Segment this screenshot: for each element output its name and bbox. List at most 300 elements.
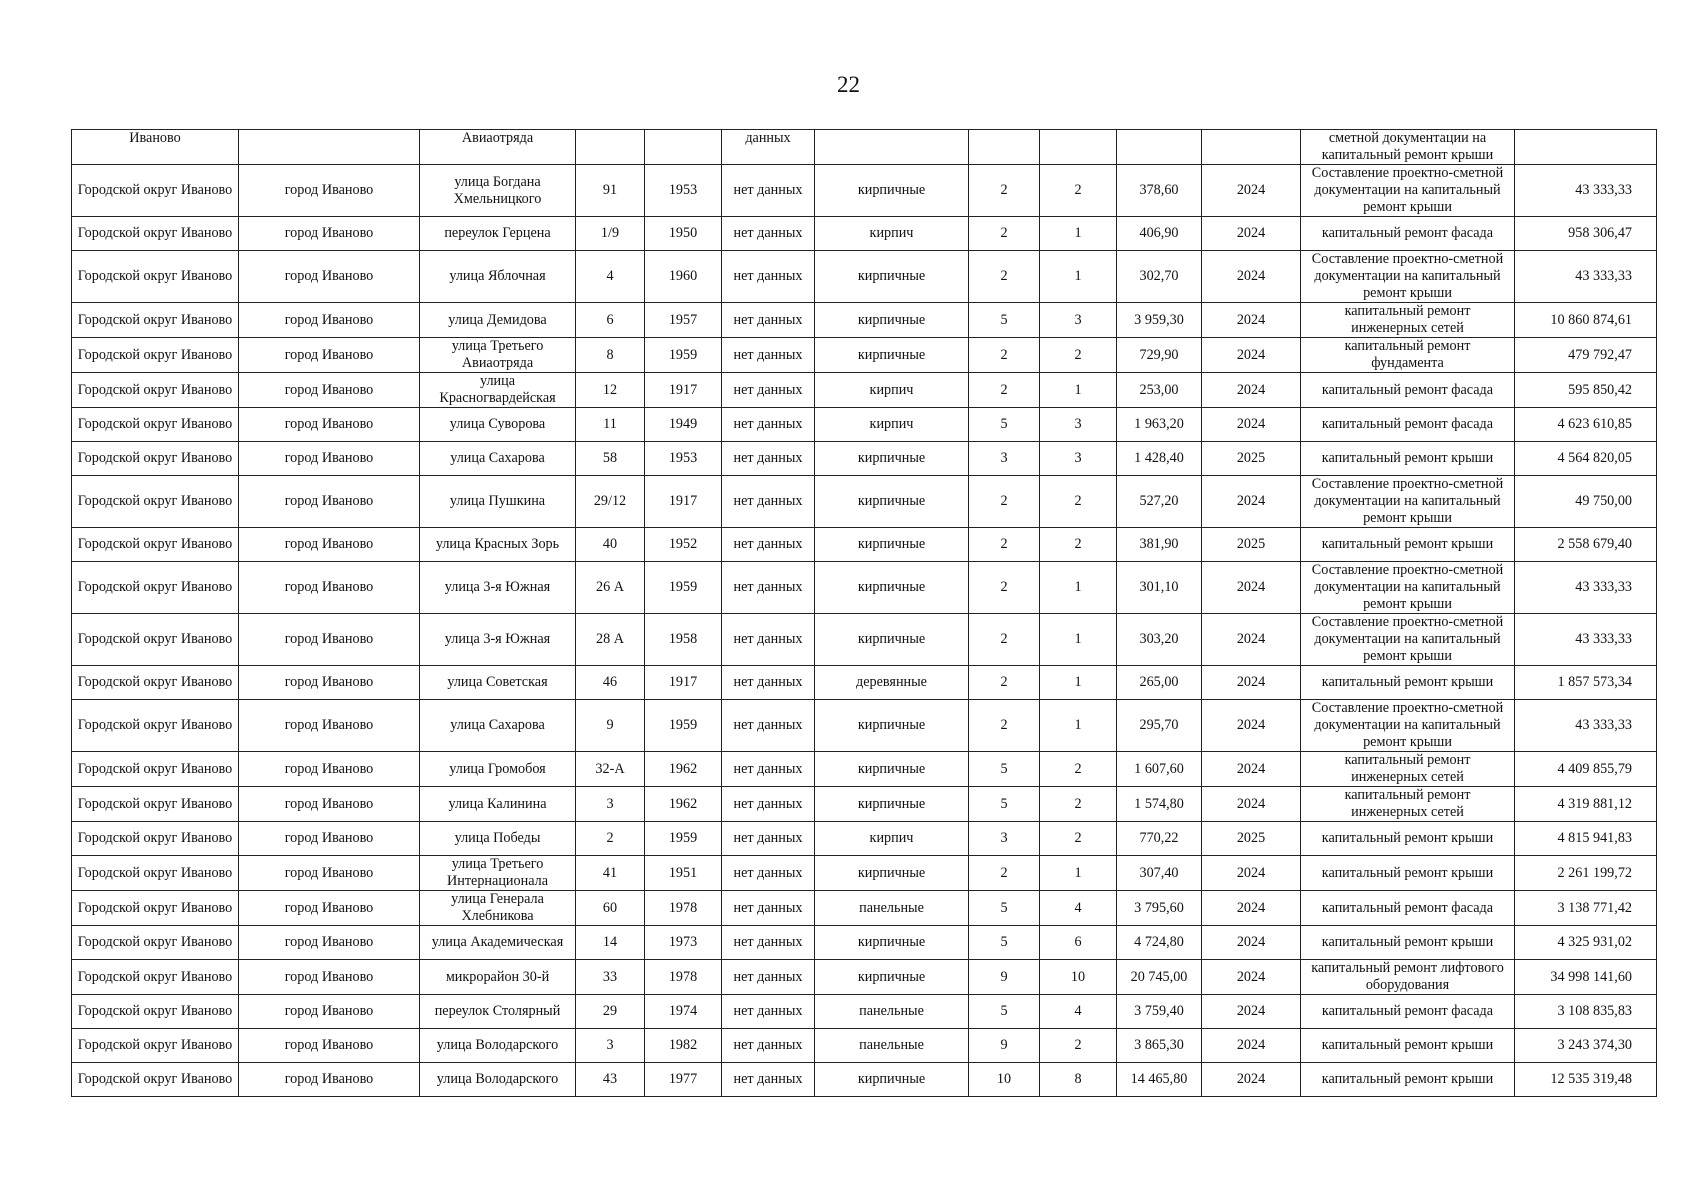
cell-work: капитальный ремонт фасада (1301, 373, 1515, 408)
cell-street: улица Победы (420, 822, 576, 856)
cell-entrances: 1 (1040, 856, 1117, 891)
cell-city: город Иваново (239, 528, 420, 562)
cell-cost: 4 564 820,05 (1515, 442, 1657, 476)
cell-year: 1982 (645, 1029, 722, 1063)
cell-okrug: Городской округ Иваново (72, 1029, 239, 1063)
table-row (72, 614, 1657, 666)
table-row (72, 856, 1657, 891)
cell-work: капитальный ремонт инженерных сетей (1301, 303, 1515, 338)
cell-house: 60 (576, 891, 645, 926)
cell-work: капитальный ремонт крыши (1301, 528, 1515, 562)
cell-year2: нет данных (722, 373, 815, 408)
cell-year2: нет данных (722, 303, 815, 338)
cell-house: 3 (576, 1029, 645, 1063)
cell-cost: 34 998 141,60 (1515, 960, 1657, 995)
table-row (72, 338, 1657, 373)
cell-year: 1952 (645, 528, 722, 562)
cell-city: город Иваново (239, 856, 420, 891)
table-row (72, 1029, 1657, 1063)
cell-area: 295,70 (1117, 700, 1202, 752)
cell-floors: 9 (969, 960, 1040, 995)
cell-cost: 3 108 835,83 (1515, 995, 1657, 1029)
cell-city: город Иваново (239, 700, 420, 752)
cell-house: 29 (576, 995, 645, 1029)
cell-year: 1962 (645, 752, 722, 787)
cell-work: капитальный ремонт фасада (1301, 408, 1515, 442)
cell-street: улица Яблочная (420, 251, 576, 303)
cell-year2: нет данных (722, 476, 815, 528)
table-row (72, 442, 1657, 476)
cell-entrances: 2 (1040, 787, 1117, 822)
cell-year2: нет данных (722, 442, 815, 476)
cell-work: Составление проектно-сметной документации на капитальный ремонт крыши (1301, 562, 1515, 614)
cell-year: 1959 (645, 562, 722, 614)
cell-area: 4 724,80 (1117, 926, 1202, 960)
cell-area: 1 428,40 (1117, 442, 1202, 476)
cell-plan-year: 2024 (1202, 562, 1301, 614)
cell-house (576, 130, 645, 165)
cell-house: 2 (576, 822, 645, 856)
cell-material: кирпич (815, 408, 969, 442)
cell-year: 1974 (645, 995, 722, 1029)
cell-floors: 5 (969, 787, 1040, 822)
table-row (72, 666, 1657, 700)
cell-entrances: 1 (1040, 562, 1117, 614)
cell-okrug: Городской округ Иваново (72, 251, 239, 303)
cell-entrances: 8 (1040, 1063, 1117, 1097)
cell-floors: 5 (969, 891, 1040, 926)
cell-house: 28 А (576, 614, 645, 666)
cell-city: город Иваново (239, 165, 420, 217)
table-row (72, 251, 1657, 303)
cell-year2: нет данных (722, 1029, 815, 1063)
cell-city: город Иваново (239, 251, 420, 303)
cell-entrances: 3 (1040, 303, 1117, 338)
cell-material: деревянные (815, 666, 969, 700)
cell-work: капитальный ремонт крыши (1301, 1029, 1515, 1063)
cell-year: 1960 (645, 251, 722, 303)
cell-okrug: Городской округ Иваново (72, 338, 239, 373)
cell-floors (969, 130, 1040, 165)
cell-year: 1950 (645, 217, 722, 251)
cell-cost: 12 535 319,48 (1515, 1063, 1657, 1097)
cell-okrug: Городской округ Иваново (72, 442, 239, 476)
cell-area: 729,90 (1117, 338, 1202, 373)
cell-year: 1949 (645, 408, 722, 442)
cell-plan-year: 2025 (1202, 822, 1301, 856)
cell-okrug: Городской округ Иваново (72, 856, 239, 891)
cell-year2: нет данных (722, 752, 815, 787)
cell-city: город Иваново (239, 787, 420, 822)
cell-entrances: 6 (1040, 926, 1117, 960)
cell-material: кирпич (815, 822, 969, 856)
table-row (72, 822, 1657, 856)
cell-area: 1 574,80 (1117, 787, 1202, 822)
cell-plan-year: 2024 (1202, 476, 1301, 528)
cell-floors: 3 (969, 442, 1040, 476)
cell-street: улица Советская (420, 666, 576, 700)
cell-entrances: 10 (1040, 960, 1117, 995)
cell-plan-year: 2024 (1202, 165, 1301, 217)
cell-year2: данных (722, 130, 815, 165)
cell-entrances (1040, 130, 1117, 165)
cell-year2: нет данных (722, 217, 815, 251)
cell-year: 1959 (645, 822, 722, 856)
table-row (72, 995, 1657, 1029)
cell-cost: 4 319 881,12 (1515, 787, 1657, 822)
cell-year2: нет данных (722, 891, 815, 926)
cell-material: кирпичные (815, 562, 969, 614)
cell-city: город Иваново (239, 303, 420, 338)
cell-work: Составление проектно-сметной документации на капитальный ремонт крыши (1301, 476, 1515, 528)
cell-year2: нет данных (722, 528, 815, 562)
cell-cost: 43 333,33 (1515, 251, 1657, 303)
cell-area: 3 795,60 (1117, 891, 1202, 926)
cell-plan-year: 2024 (1202, 408, 1301, 442)
cell-area: 378,60 (1117, 165, 1202, 217)
cell-area: 303,20 (1117, 614, 1202, 666)
cell-material: кирпичные (815, 165, 969, 217)
cell-plan-year: 2024 (1202, 700, 1301, 752)
cell-street: переулок Столярный (420, 995, 576, 1029)
cell-city: город Иваново (239, 476, 420, 528)
cell-year: 1959 (645, 338, 722, 373)
cell-area: 302,70 (1117, 251, 1202, 303)
cell-floors: 5 (969, 303, 1040, 338)
cell-plan-year: 2025 (1202, 528, 1301, 562)
cell-plan-year: 2024 (1202, 1063, 1301, 1097)
cell-work: Составление проектно-сметной документации на капитальный ремонт крыши (1301, 614, 1515, 666)
cell-work: капитальный ремонт крыши (1301, 926, 1515, 960)
cell-floors: 2 (969, 217, 1040, 251)
cell-street: улица Академическая (420, 926, 576, 960)
cell-house: 58 (576, 442, 645, 476)
cell-year2: нет данных (722, 822, 815, 856)
cell-entrances: 1 (1040, 666, 1117, 700)
cell-year2: нет данных (722, 856, 815, 891)
cell-year2: нет данных (722, 614, 815, 666)
cell-city: город Иваново (239, 822, 420, 856)
cell-entrances: 1 (1040, 251, 1117, 303)
cell-floors: 2 (969, 251, 1040, 303)
cell-street: улица Володарского (420, 1063, 576, 1097)
cell-material: кирпичные (815, 476, 969, 528)
cell-area: 301,10 (1117, 562, 1202, 614)
cell-okrug: Городской округ Иваново (72, 995, 239, 1029)
cell-cost: 479 792,47 (1515, 338, 1657, 373)
cell-cost: 10 860 874,61 (1515, 303, 1657, 338)
cell-area: 381,90 (1117, 528, 1202, 562)
table-row (72, 562, 1657, 614)
cell-entrances: 2 (1040, 1029, 1117, 1063)
cell-okrug: Городской округ Иваново (72, 165, 239, 217)
cell-material: кирпичные (815, 787, 969, 822)
table-row (72, 528, 1657, 562)
cell-floors: 2 (969, 700, 1040, 752)
cell-city: город Иваново (239, 960, 420, 995)
cell-material: кирпичные (815, 614, 969, 666)
cell-year2: нет данных (722, 1063, 815, 1097)
cell-floors: 2 (969, 165, 1040, 217)
cell-plan-year: 2024 (1202, 338, 1301, 373)
cell-floors: 2 (969, 856, 1040, 891)
cell-plan-year: 2024 (1202, 614, 1301, 666)
cell-material: кирпичные (815, 251, 969, 303)
cell-material: панельные (815, 995, 969, 1029)
table-row (72, 787, 1657, 822)
cell-plan-year: 2024 (1202, 752, 1301, 787)
cell-area: 527,20 (1117, 476, 1202, 528)
cell-entrances: 4 (1040, 891, 1117, 926)
cell-cost: 2 558 679,40 (1515, 528, 1657, 562)
cell-cost: 43 333,33 (1515, 165, 1657, 217)
cell-okrug: Городской округ Иваново (72, 408, 239, 442)
table-row (72, 408, 1657, 442)
cell-city: город Иваново (239, 1063, 420, 1097)
cell-house: 46 (576, 666, 645, 700)
cell-year: 1953 (645, 165, 722, 217)
cell-floors: 5 (969, 926, 1040, 960)
cell-cost: 4 815 941,83 (1515, 822, 1657, 856)
cell-material: кирпичные (815, 1063, 969, 1097)
cell-city (239, 130, 420, 165)
housing-repair-table (71, 129, 1657, 1097)
cell-entrances: 1 (1040, 373, 1117, 408)
cell-material: кирпичные (815, 856, 969, 891)
cell-street: улица Красных Зорь (420, 528, 576, 562)
cell-entrances: 2 (1040, 165, 1117, 217)
table-row (72, 960, 1657, 995)
cell-area: 406,90 (1117, 217, 1202, 251)
cell-city: город Иваново (239, 562, 420, 614)
cell-cost: 958 306,47 (1515, 217, 1657, 251)
cell-floors: 2 (969, 614, 1040, 666)
cell-house: 40 (576, 528, 645, 562)
cell-year: 1978 (645, 891, 722, 926)
cell-plan-year: 2024 (1202, 373, 1301, 408)
cell-area (1117, 130, 1202, 165)
cell-work: капитальный ремонт фасада (1301, 891, 1515, 926)
cell-work: капитальный ремонт крыши (1301, 1063, 1515, 1097)
cell-house: 43 (576, 1063, 645, 1097)
cell-material: кирпичные (815, 752, 969, 787)
cell-material: кирпичные (815, 442, 969, 476)
cell-cost (1515, 130, 1657, 165)
cell-city: город Иваново (239, 408, 420, 442)
cell-material: кирпичные (815, 338, 969, 373)
cell-floors: 2 (969, 373, 1040, 408)
cell-house: 41 (576, 856, 645, 891)
cell-plan-year: 2024 (1202, 856, 1301, 891)
cell-floors: 3 (969, 822, 1040, 856)
cell-okrug: Городской округ Иваново (72, 700, 239, 752)
cell-floors: 2 (969, 666, 1040, 700)
cell-work: капитальный ремонт крыши (1301, 666, 1515, 700)
cell-plan-year: 2025 (1202, 442, 1301, 476)
cell-area: 253,00 (1117, 373, 1202, 408)
cell-year2: нет данных (722, 338, 815, 373)
cell-area: 14 465,80 (1117, 1063, 1202, 1097)
cell-okrug: Городской округ Иваново (72, 891, 239, 926)
cell-cost: 43 333,33 (1515, 700, 1657, 752)
cell-okrug: Городской округ Иваново (72, 476, 239, 528)
cell-year (645, 130, 722, 165)
cell-area: 20 745,00 (1117, 960, 1202, 995)
cell-work: капитальный ремонт крыши (1301, 442, 1515, 476)
table-row (72, 303, 1657, 338)
cell-plan-year: 2024 (1202, 995, 1301, 1029)
table-row (72, 752, 1657, 787)
cell-entrances: 2 (1040, 822, 1117, 856)
cell-street: улица 3-я Южная (420, 614, 576, 666)
table-row (72, 926, 1657, 960)
cell-entrances: 1 (1040, 217, 1117, 251)
cell-house: 4 (576, 251, 645, 303)
cell-house: 9 (576, 700, 645, 752)
cell-city: город Иваново (239, 891, 420, 926)
cell-year2: нет данных (722, 165, 815, 217)
cell-okrug: Городской округ Иваново (72, 752, 239, 787)
cell-city: город Иваново (239, 373, 420, 408)
cell-cost: 43 333,33 (1515, 614, 1657, 666)
table-row (72, 476, 1657, 528)
cell-work: капитальный ремонт фасада (1301, 995, 1515, 1029)
cell-city: город Иваново (239, 1029, 420, 1063)
cell-entrances: 2 (1040, 528, 1117, 562)
cell-floors: 5 (969, 995, 1040, 1029)
table-row (72, 700, 1657, 752)
cell-city: город Иваново (239, 926, 420, 960)
cell-material: панельные (815, 891, 969, 926)
cell-work: капитальный ремонт фасада (1301, 217, 1515, 251)
cell-material: панельные (815, 1029, 969, 1063)
cell-okrug: Городской округ Иваново (72, 960, 239, 995)
cell-work: капитальный ремонт инженерных сетей (1301, 787, 1515, 822)
cell-okrug: Городской округ Иваново (72, 926, 239, 960)
cell-street: улица Сахарова (420, 442, 576, 476)
cell-area: 265,00 (1117, 666, 1202, 700)
cell-city: город Иваново (239, 338, 420, 373)
cell-floors: 9 (969, 1029, 1040, 1063)
cell-floors: 5 (969, 408, 1040, 442)
cell-year: 1977 (645, 1063, 722, 1097)
cell-city: город Иваново (239, 442, 420, 476)
cell-year: 1958 (645, 614, 722, 666)
cell-okrug: Городской округ Иваново (72, 614, 239, 666)
cell-street: улица Красногвардейская (420, 373, 576, 408)
cell-area: 3 759,40 (1117, 995, 1202, 1029)
table-row (72, 891, 1657, 926)
cell-year2: нет данных (722, 666, 815, 700)
cell-year2: нет данных (722, 408, 815, 442)
page-number: 22 (837, 72, 860, 97)
cell-house: 14 (576, 926, 645, 960)
cell-year2: нет данных (722, 562, 815, 614)
cell-cost: 1 857 573,34 (1515, 666, 1657, 700)
cell-work: сметной документации на капитальный ремонт крыши (1301, 130, 1515, 165)
cell-entrances: 3 (1040, 408, 1117, 442)
cell-entrances: 4 (1040, 995, 1117, 1029)
cell-cost: 4 409 855,79 (1515, 752, 1657, 787)
cell-city: город Иваново (239, 217, 420, 251)
cell-plan-year: 2024 (1202, 217, 1301, 251)
cell-year2: нет данных (722, 960, 815, 995)
cell-work: Составление проектно-сметной документации на капитальный ремонт крыши (1301, 251, 1515, 303)
cell-year: 1973 (645, 926, 722, 960)
cell-area: 1 963,20 (1117, 408, 1202, 442)
table-row (72, 373, 1657, 408)
table-row-continued (72, 130, 1657, 165)
table-row (72, 217, 1657, 251)
cell-year: 1917 (645, 476, 722, 528)
cell-floors: 10 (969, 1063, 1040, 1097)
cell-year: 1957 (645, 303, 722, 338)
cell-material: кирпич (815, 373, 969, 408)
cell-material: кирпичные (815, 528, 969, 562)
cell-cost: 4 623 610,85 (1515, 408, 1657, 442)
cell-city: город Иваново (239, 752, 420, 787)
cell-area: 1 607,60 (1117, 752, 1202, 787)
cell-house: 91 (576, 165, 645, 217)
cell-street: улица Богдана Хмельницкого (420, 165, 576, 217)
cell-city: город Иваново (239, 995, 420, 1029)
cell-entrances: 2 (1040, 752, 1117, 787)
cell-house: 8 (576, 338, 645, 373)
cell-house: 26 А (576, 562, 645, 614)
cell-okrug: Городской округ Иваново (72, 666, 239, 700)
cell-area: 307,40 (1117, 856, 1202, 891)
cell-street: улица Сахарова (420, 700, 576, 752)
cell-area: 3 865,30 (1117, 1029, 1202, 1063)
cell-year: 1962 (645, 787, 722, 822)
cell-street: улица Генерала Хлебникова (420, 891, 576, 926)
cell-cost: 3 243 374,30 (1515, 1029, 1657, 1063)
cell-street: улица Громобоя (420, 752, 576, 787)
cell-street: улица Пушкина (420, 476, 576, 528)
cell-plan-year: 2024 (1202, 251, 1301, 303)
cell-okrug: Иваново (72, 130, 239, 165)
cell-work: Составление проектно-сметной документации на капитальный ремонт крыши (1301, 700, 1515, 752)
cell-okrug: Городской округ Иваново (72, 528, 239, 562)
cell-cost: 3 138 771,42 (1515, 891, 1657, 926)
cell-cost: 43 333,33 (1515, 562, 1657, 614)
cell-cost: 4 325 931,02 (1515, 926, 1657, 960)
cell-year: 1951 (645, 856, 722, 891)
cell-house: 32-А (576, 752, 645, 787)
cell-okrug: Городской округ Иваново (72, 822, 239, 856)
cell-house: 29/12 (576, 476, 645, 528)
cell-cost: 49 750,00 (1515, 476, 1657, 528)
cell-year: 1959 (645, 700, 722, 752)
cell-okrug: Городской округ Иваново (72, 303, 239, 338)
cell-plan-year: 2024 (1202, 303, 1301, 338)
cell-cost: 595 850,42 (1515, 373, 1657, 408)
cell-street: улица Третьего Интернационала (420, 856, 576, 891)
cell-city: город Иваново (239, 614, 420, 666)
cell-area: 3 959,30 (1117, 303, 1202, 338)
table-row (72, 165, 1657, 217)
cell-year2: нет данных (722, 926, 815, 960)
cell-floors: 2 (969, 562, 1040, 614)
cell-house: 33 (576, 960, 645, 995)
cell-work: капитальный ремонт фундамента (1301, 338, 1515, 373)
cell-work: капитальный ремонт крыши (1301, 822, 1515, 856)
cell-street: микрорайон 30-й (420, 960, 576, 995)
cell-house: 6 (576, 303, 645, 338)
cell-street: переулок Герцена (420, 217, 576, 251)
cell-floors: 2 (969, 476, 1040, 528)
cell-work: Составление проектно-сметной документации на капитальный ремонт крыши (1301, 165, 1515, 217)
